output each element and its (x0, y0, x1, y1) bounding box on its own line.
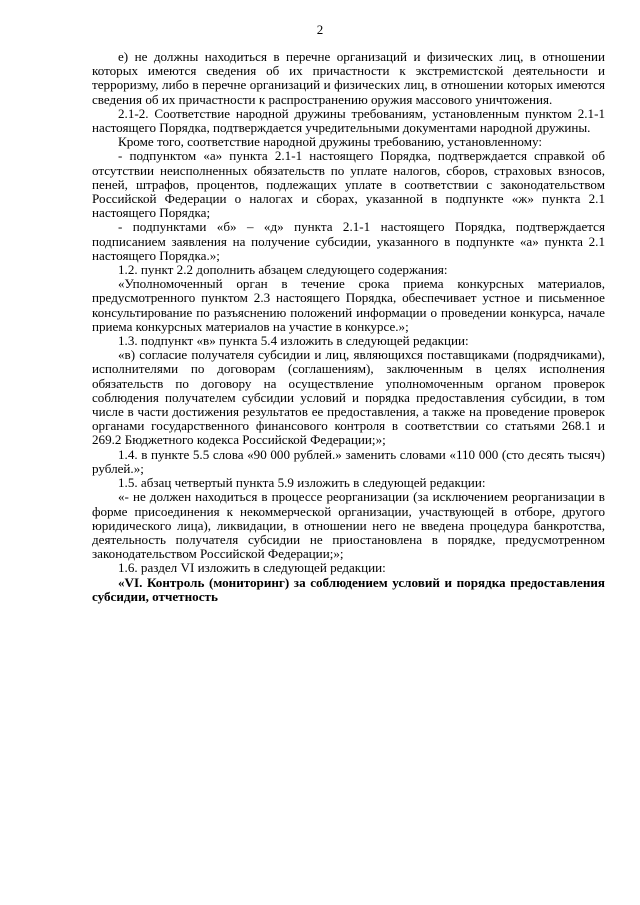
paragraph: 1.6. раздел VI изложить в следующей редакции: (118, 560, 386, 576)
document-body (92, 50, 605, 604)
paragraph: «в) согласие получателя субсидии и лиц, являющихся поставщиками (подрядчиками), исполнителями по договорам (соглашениям), заключенным в целях исполнения обязательств по договору на осуществление уполномоченным органом проверок соблюдения получателем субсидии условий и порядка предоставления субсидии, в том числе в части достижения результатов ее предоставления, а также на проведение проверок органами государственного финансового контроля в соответствии со статьями 268.1 и 269.2 Бюджетного кодекса Российской Федерации;»; (92, 347, 605, 448)
paragraph: Кроме того, соответствие народной дружины требованию, установленному: (118, 134, 543, 150)
paragraph: е) не должны находиться в перечне организаций и физических лиц, в отношении которых имеются сведения об их причастности к экстремистской деятельности и терроризму, либо в перечне организаций и физических лиц, в отношении которых имеются сведения об их причастности к распространению оружия массового уничтожения. (92, 49, 605, 107)
paragraph: 1.5. абзац четвертый пункта 5.9 изложить в следующей редакции: (118, 475, 486, 491)
paragraph: «Уполномоченный орган в течение срока приема конкурсных материалов, предусмотренного пунктом 2.3 настоящего Порядка, обеспечивает устное и письменное консультирование по разъяснению положений информации о проведении конкурса, начале приема конкурсных материалов на участие в конкурсе.»; (92, 276, 605, 334)
paragraph: 1.4. в пункте 5.5 слова «90 000 рублей.» заменить словами «110 000 (сто десять тысяч) рублей.»; (92, 446, 605, 476)
page-number: 2 (316, 22, 324, 37)
paragraph: 2.1-2. Соответствие народной дружины требованиям, установленным пунктом 2.1-1 настоящего Порядка, подтверждается учредительными документами народной дружины. (92, 105, 605, 136)
paragraph: - подпунктом «а» пункта 2.1-1 настоящего Порядка, подтверждается справкой об отсутствии неисполненных обязательств по уплате налогов, сборов, страховых взносов, пеней, штрафов, процентов, подлежащих уплате в соответствии с законодательством Российской Федерации о налогах и сборах, указанной в подпункте «ж» пункта 2.1 настоящего Порядка; (92, 148, 605, 221)
paragraph: «- не должен находиться в процессе реорганизации (за исключением реорганизации в форме присоединения к некоммерческой организации, участвующей в отборе, другого юридического лица), ликвидации, в отношении него не введена процедура банкротства, деятельность получателя субсидии не приостановлена в порядке, предусмотренном законодательством Российской Федерации;»; (92, 489, 605, 562)
paragraph: 1.2. пункт 2.2 дополнить абзацем следующего содержания: (118, 262, 448, 278)
paragraph: 1.3. подпункт «в» пункта 5.4 изложить в следующей редакции: (118, 333, 469, 349)
paragraph: - подпунктами «б» – «д» пункта 2.1-1 настоящего Порядка, подтверждается подписанием заявления на получение субсидии, указанного в подпункте «а» пункта 2.1 настоящего Порядка.»; (92, 219, 605, 263)
section-heading: «VI. Контроль (мониторинг) за соблюдением условий и порядка предоставления субсидии, отчетность (92, 574, 605, 604)
